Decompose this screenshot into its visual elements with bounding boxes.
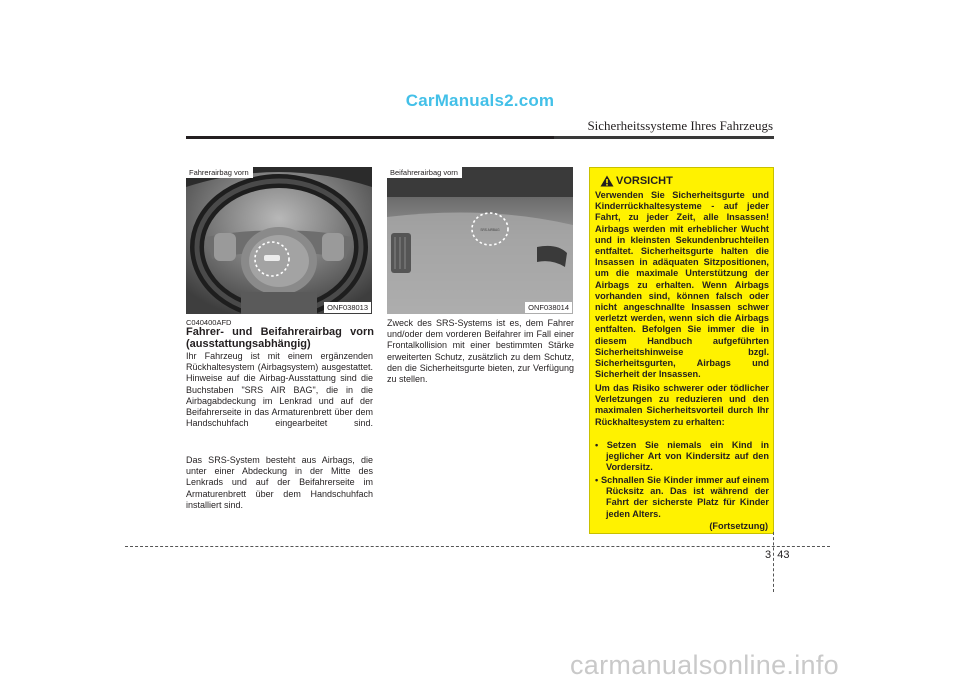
page-number xyxy=(765,549,790,561)
dashboard-illustration xyxy=(387,167,573,314)
figure-label: Fahrerairbag vorn xyxy=(186,167,253,178)
figure-label: Beifahrerairbag vorn xyxy=(387,167,462,178)
warning-triangle-icon xyxy=(600,175,614,187)
warning-bullet-1-text: Setzen Sie niemals ein Kind in jeglicher Art von Kindersitz auf den Vordersitz. xyxy=(606,440,770,473)
footer-dashed-rule xyxy=(125,546,830,547)
watermark-bottom: carmanualsonline.info xyxy=(570,650,839,680)
warning-bullet-2: • Schnallen Sie Kinder immer auf einem Rücksitz an. Das ist während der Fahrt der sicherste Platz für Kinder jeden Alters. xyxy=(595,475,769,519)
section-code: C040400AFD xyxy=(186,318,232,327)
watermark-top: CarManuals2.com xyxy=(405,91,555,110)
svg-text:SRS AIRBAG: SRS AIRBAG xyxy=(480,228,500,232)
figure-code: ONF038014 xyxy=(525,302,572,313)
left-paragraph-1: Ihr Fahrzeug ist mit einem ergänzenden Rückhaltesystem (Airbagsystem) ausgestattet. Hinweise auf die Airbag-Ausstattung sind die Buchstaben "SRS AIR BAG", die in die Airbagabdeckung im Lenkrad und auf der Beifahrerseite in das Armaturenbrett über dem Handschuhfach eingearbeitet sind. xyxy=(186,351,373,429)
footer-vertical-dashed-rule xyxy=(773,532,774,592)
figure-code: ONF038013 xyxy=(324,302,371,313)
continued-note: (Fortsetzung) xyxy=(709,521,768,531)
chapter-number: 3 xyxy=(765,549,772,561)
warning-bullet-1: • Setzen Sie niemals ein Kind in jeglicher Art von Kindersitz auf den Vordersitz. xyxy=(595,440,770,473)
warning-paragraph-1: Verwenden Sie Sicherheitsgurte und Kinderrückhaltesysteme - auf jeder Fahrt, zu jeder Zeit, alle Insassen! Airbags werden mit erheblicher Wucht und in kleinsten Sekundenbruchteilen entfaltet. Sicherheitsgurte halten die Insassen in adäquaten Sitzpositionen, um die maximale Unterstützung der Airbags zu erhalten. Wenn Airbags vorhanden sind, können falsch oder nicht angeschnallte Insassen schwer verletzt werden, wenn sich die Airbags entfalten. Befolgen Sie immer die in diesem Handbuch aufgeführten Sicherheitshinweise bzgl. Sicherheitsgurten, Airbags und Sicherheit der Insassen. xyxy=(595,190,769,380)
figure-driver-airbag xyxy=(186,167,372,314)
steering-wheel-illustration xyxy=(186,167,372,314)
figure-passenger-airbag xyxy=(387,167,573,314)
header-rule-accent xyxy=(554,136,774,139)
page-number-value: 43 xyxy=(777,549,790,561)
warning-title: VORSICHT xyxy=(616,175,673,187)
warning-paragraph-2: Um das Risiko schwerer oder tödlicher Verletzungen zu reduzieren und den maximalen Sicherheitsvorteil durch Ihr Rückhaltesystem zu erhalten: xyxy=(595,383,769,427)
section-heading: Fahrer- und Beifahrerairbag vorn (ausstattungsabhängig) xyxy=(186,326,374,350)
warning-bullet-2-text: Schnallen Sie Kinder immer auf einem Rücksitz an. Das ist während der Fahrt der sicherste Platz für Kinder jeden Alters. xyxy=(600,475,769,519)
left-paragraph-2: Das SRS-System besteht aus Airbags, die unter einer Abdeckung in der Mitte des Lenkrads und auf der Beifahrerseite im Armaturenbrett über dem Handschuhfach installiert sind. xyxy=(186,455,373,510)
middle-paragraph: Zweck des SRS-Systems ist es, dem Fahrer und/oder dem vorderen Beifahrer im Fall einer Frontalkollision mit einer bestimmten Stärke erweiterten Schutz, zusätzlich zu dem Schutz, den die Sicherheitsgurte bieten, zur Verfügung zu stellen. xyxy=(387,318,574,385)
section-title: Sicherheitssysteme Ihres Fahrzeugs xyxy=(587,118,773,133)
